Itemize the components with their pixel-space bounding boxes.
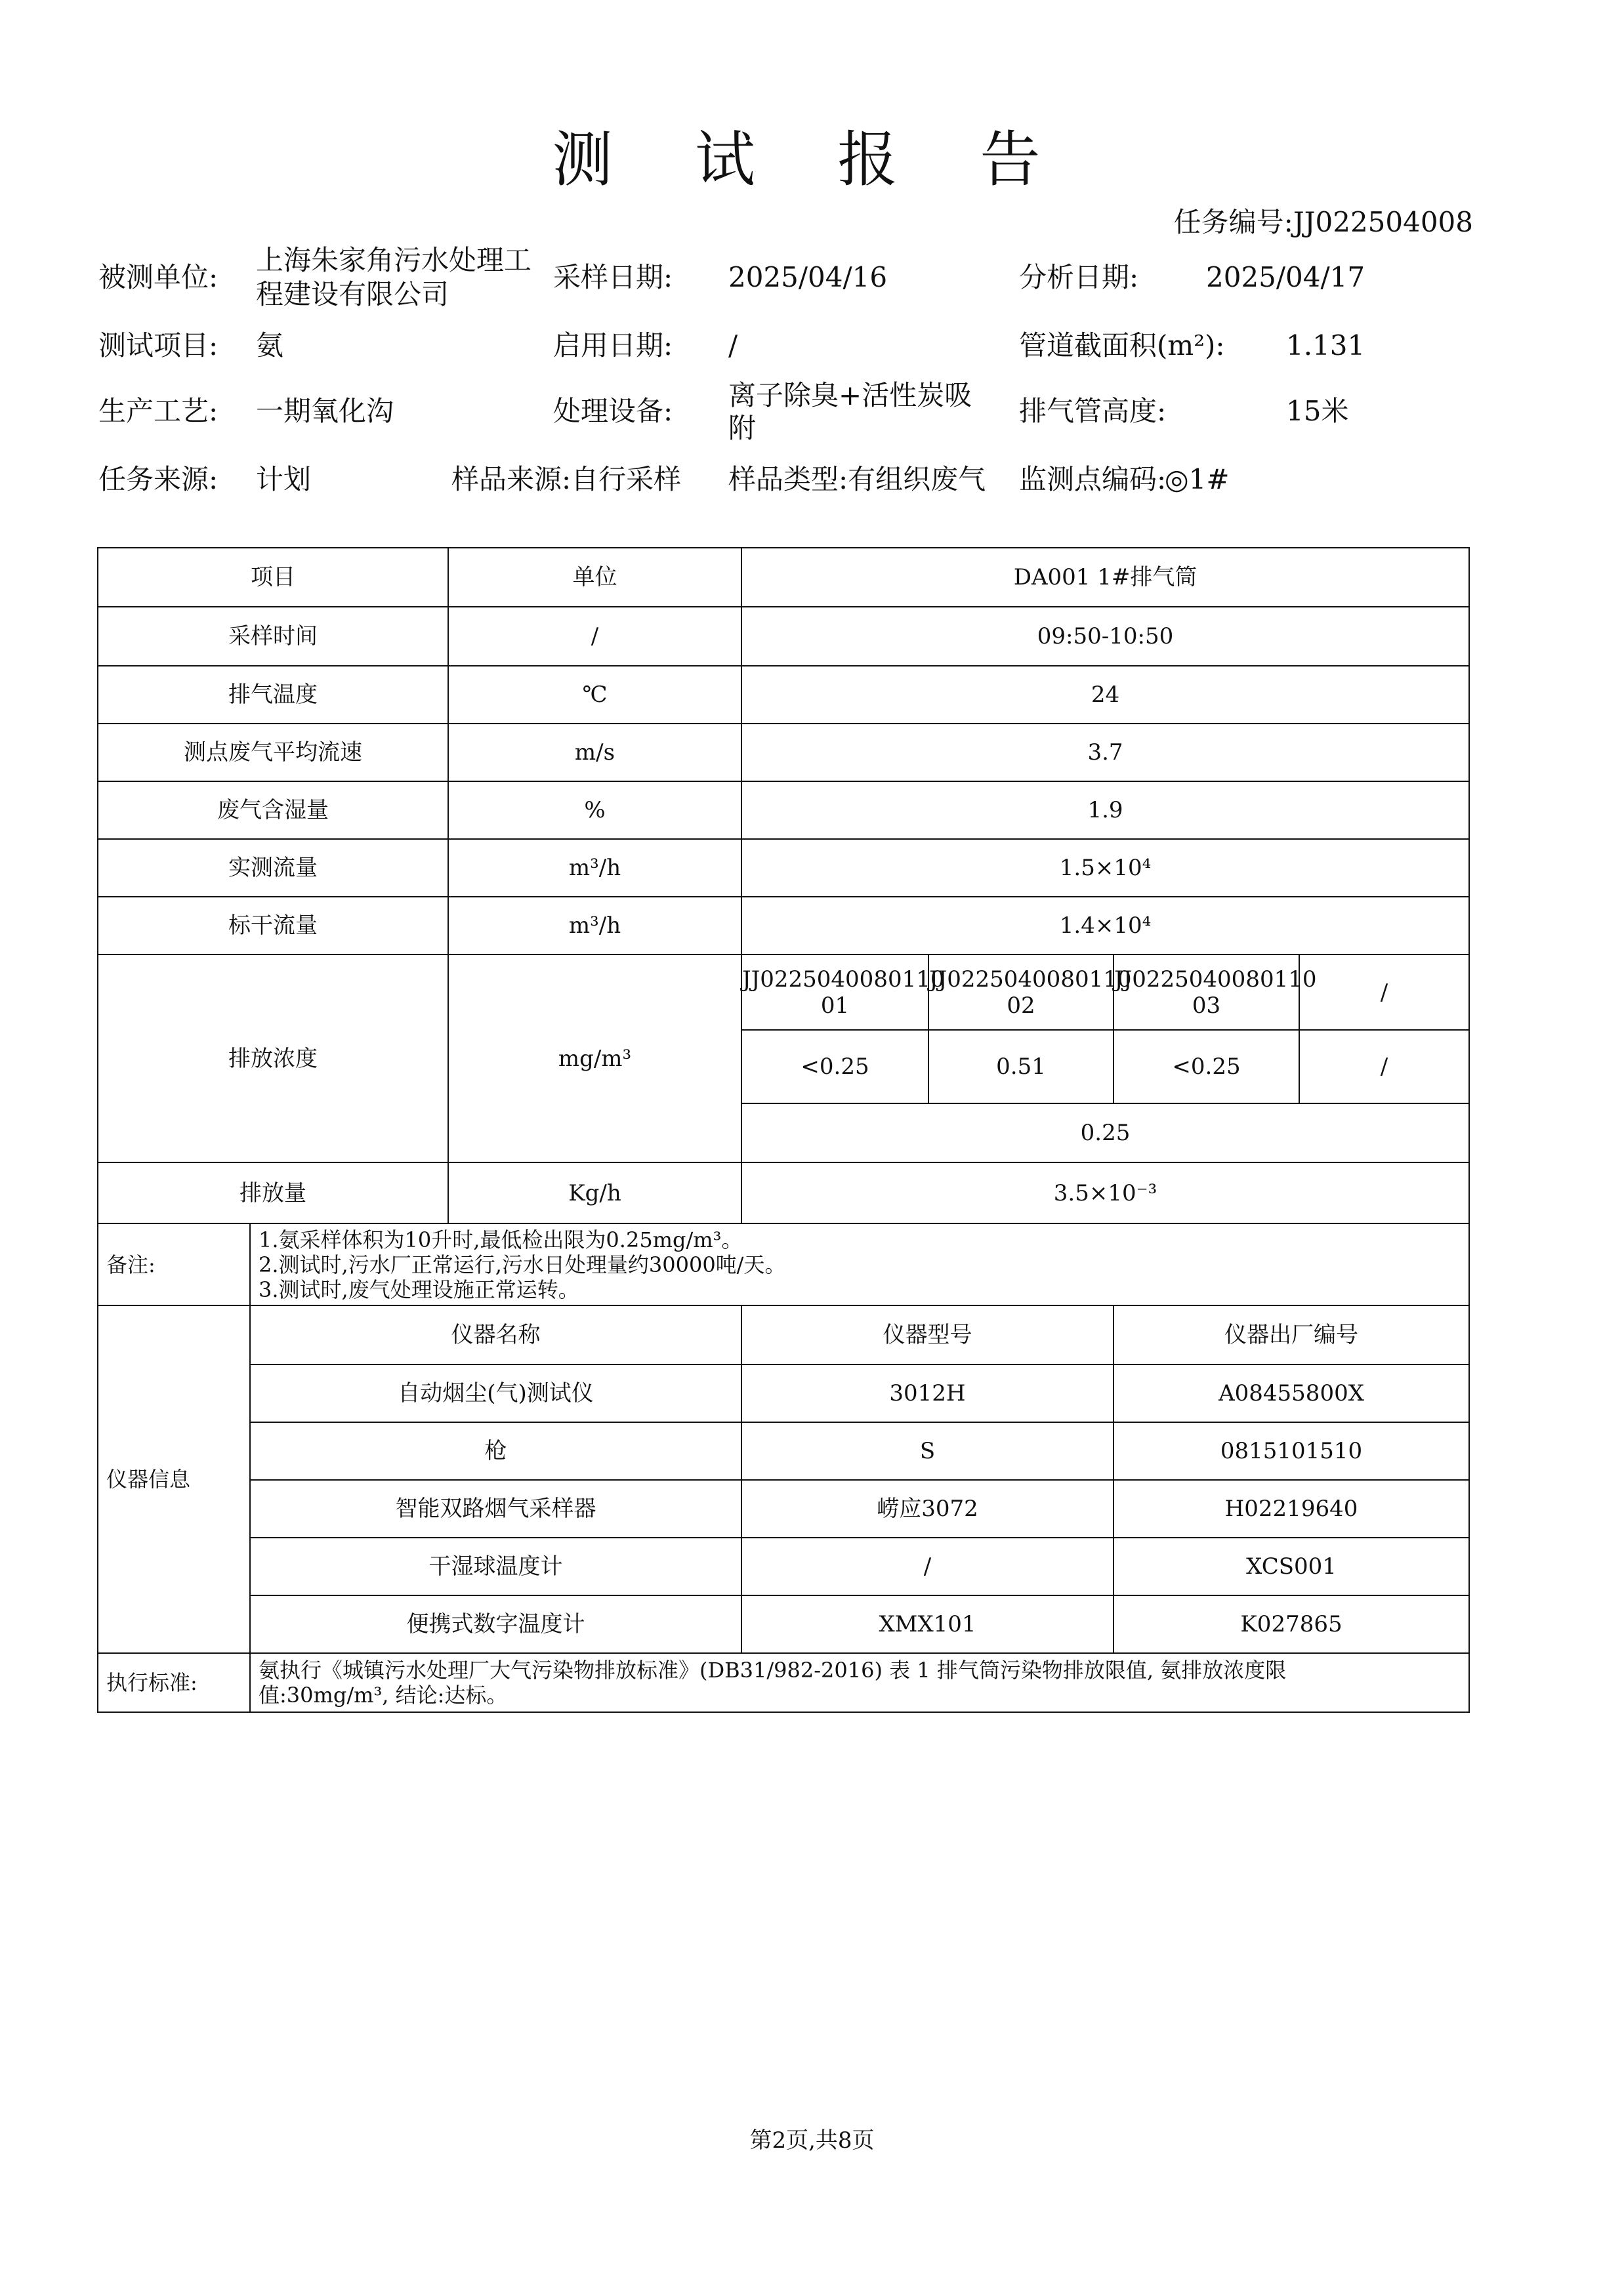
inst-serial: XCS001 (1114, 1538, 1469, 1595)
analysis-date: 2025/04/17 (1206, 261, 1365, 293)
conc-value: 0.51 (928, 1030, 1114, 1103)
sample-id-line2: 01 (820, 992, 850, 1019)
instrument-row (98, 1422, 1469, 1480)
equip-line2: 附 (728, 412, 757, 444)
inst-name: 干湿球温度计 (250, 1538, 741, 1595)
item-label: 测试项目: (98, 329, 219, 361)
row-value: 24 (741, 666, 1469, 724)
task-number: 任务编号:JJ022504008 (1173, 206, 1473, 238)
enable-date: / (728, 329, 738, 361)
row-unit: m³/h (448, 897, 741, 954)
conc-value: <0.25 (741, 1030, 928, 1103)
row-name: 废气含湿量 (98, 781, 448, 839)
header-point: DA001 1#排气筒 (741, 548, 1469, 607)
table-row (98, 666, 1469, 724)
row-unit: m³/h (448, 839, 741, 897)
emission-row (98, 1162, 1469, 1223)
remark-line: 2.测试时,污水厂正常运行,污水日处理量约30000吨/天。 (259, 1252, 786, 1277)
source-value: 计划 (256, 463, 312, 495)
inst-header-serial: 仪器出厂编号 (1114, 1305, 1469, 1364)
equip-label: 处理设备: (553, 395, 673, 427)
inst-serial: 0815101510 (1114, 1422, 1469, 1480)
height-label: 排气管高度: (1019, 395, 1167, 427)
instrument-header-row (98, 1305, 1469, 1364)
table-row (98, 607, 1469, 666)
conc-value: <0.25 (1114, 1030, 1299, 1103)
conc-value: / (1299, 1030, 1469, 1103)
inst-name: 自动烟尘(气)测试仪 (250, 1364, 741, 1422)
unit-line2: 程建设有限公司 (256, 278, 449, 310)
point-value: ◎1# (1165, 463, 1230, 495)
instrument-row (98, 1364, 1469, 1422)
table-row (98, 724, 1469, 781)
process-value: 一期氧化沟 (256, 395, 394, 427)
row-name: 标干流量 (98, 897, 448, 954)
remark-row (98, 1223, 1469, 1305)
sample-id (928, 954, 1132, 1030)
item-value: 氨 (256, 329, 284, 361)
sample-type: 样品类型:有组织废气 (728, 463, 986, 495)
table-row (98, 897, 1469, 954)
row-value: 3.7 (741, 724, 1469, 781)
table-row (98, 839, 1469, 897)
area-value: 1.131 (1286, 329, 1365, 361)
inst-serial: A08455800X (1114, 1364, 1469, 1422)
remark-line: 3.测试时,废气处理设施正常运转。 (259, 1277, 579, 1302)
instrument-label: 仪器信息 (98, 1305, 250, 1653)
standard-content (250, 1653, 1469, 1712)
row-unit: ℃ (448, 666, 741, 724)
results-table (97, 547, 1470, 1713)
inst-header-name: 仪器名称 (250, 1305, 741, 1364)
page-footer: 第2页,共8页 (749, 2127, 875, 2154)
row-value: 09:50-10:50 (741, 607, 1469, 666)
emission-unit: Kg/h (448, 1162, 741, 1223)
process-label: 生产工艺: (98, 395, 219, 427)
sample-id-line1: JJ0225040080110 (742, 966, 945, 993)
header-unit: 单位 (448, 548, 741, 607)
inst-serial: H02219640 (1114, 1480, 1469, 1538)
sample-date-label: 采样日期: (553, 261, 673, 293)
analysis-date-label: 分析日期: (1019, 261, 1139, 293)
inst-model: S (741, 1422, 1114, 1480)
table-row (98, 781, 1469, 839)
row-name: 采样时间 (98, 607, 448, 666)
header-row (98, 548, 1469, 607)
inst-name: 智能双路烟气采样器 (250, 1480, 741, 1538)
inst-name: 便携式数字温度计 (250, 1595, 741, 1653)
inst-model: / (741, 1538, 1114, 1595)
inst-serial: K027865 (1114, 1595, 1469, 1653)
standard-label: 执行标准: (98, 1653, 250, 1712)
point-label: 监测点编码: (1019, 463, 1167, 495)
report-title: 测 试 报 告 (552, 125, 1072, 195)
standard-line: 值:30mg/m³, 结论:达标。 (259, 1683, 508, 1708)
inst-model: 3012H (741, 1364, 1114, 1422)
instrument-row (98, 1480, 1469, 1538)
sample-id-line1: JJ0225040080110 (1114, 966, 1317, 993)
conc-name: 排放浓度 (98, 954, 448, 1162)
sample-id (1114, 954, 1317, 1030)
row-name: 测点废气平均流速 (98, 724, 448, 781)
sample-date: 2025/04/16 (728, 261, 888, 293)
sample-id-row (98, 954, 1469, 1030)
height-value: 15米 (1286, 395, 1349, 427)
source-label: 任务来源: (98, 463, 219, 495)
equip-line1: 离子除臭+活性炭吸 (728, 379, 972, 411)
standard-line: 氨执行《城镇污水处理厂大气污染物排放标准》(DB31/982-2016) 表 1 排气筒污染物排放限值, 氨排放浓度限 (259, 1658, 1287, 1683)
sample-source: 样品来源:自行采样 (451, 463, 682, 495)
row-unit: % (448, 781, 741, 839)
unit-line1: 上海朱家角污水处理工 (256, 244, 532, 276)
inst-model: XMX101 (741, 1595, 1114, 1653)
emission-value: 3.5×10⁻³ (741, 1162, 1469, 1223)
unit-label: 被测单位: (98, 261, 219, 293)
instrument-row (98, 1595, 1469, 1653)
area-label: 管道截面积(m²): (1019, 329, 1225, 361)
sample-id-line1: JJ0225040080110 (929, 966, 1132, 993)
remark-line: 1.氨采样体积为10升时,最低检出限为0.25mg/m³。 (259, 1227, 743, 1252)
row-value: 1.9 (741, 781, 1469, 839)
sample-id (741, 954, 945, 1030)
enable-date-label: 启用日期: (553, 329, 673, 361)
header-item: 项目 (98, 548, 448, 607)
sample-extra: / (1299, 954, 1469, 1030)
row-name: 排气温度 (98, 666, 448, 724)
inst-model: 崂应3072 (741, 1480, 1114, 1538)
row-value: 1.5×10⁴ (741, 839, 1469, 897)
emission-name: 排放量 (98, 1162, 448, 1223)
row-unit: / (448, 607, 741, 666)
row-unit: m/s (448, 724, 741, 781)
remark-label: 备注: (98, 1223, 250, 1305)
sample-id-line2: 02 (1007, 992, 1035, 1019)
conc-unit: mg/m³ (448, 954, 741, 1162)
conc-avg: 0.25 (741, 1103, 1469, 1162)
row-value: 1.4×10⁴ (741, 897, 1469, 954)
row-name: 实测流量 (98, 839, 448, 897)
sample-id-line2: 03 (1192, 992, 1221, 1019)
inst-header-model: 仪器型号 (741, 1305, 1114, 1364)
instrument-row (98, 1538, 1469, 1595)
standard-row (98, 1653, 1469, 1712)
remark-content (250, 1223, 1469, 1305)
inst-name: 枪 (250, 1422, 741, 1480)
